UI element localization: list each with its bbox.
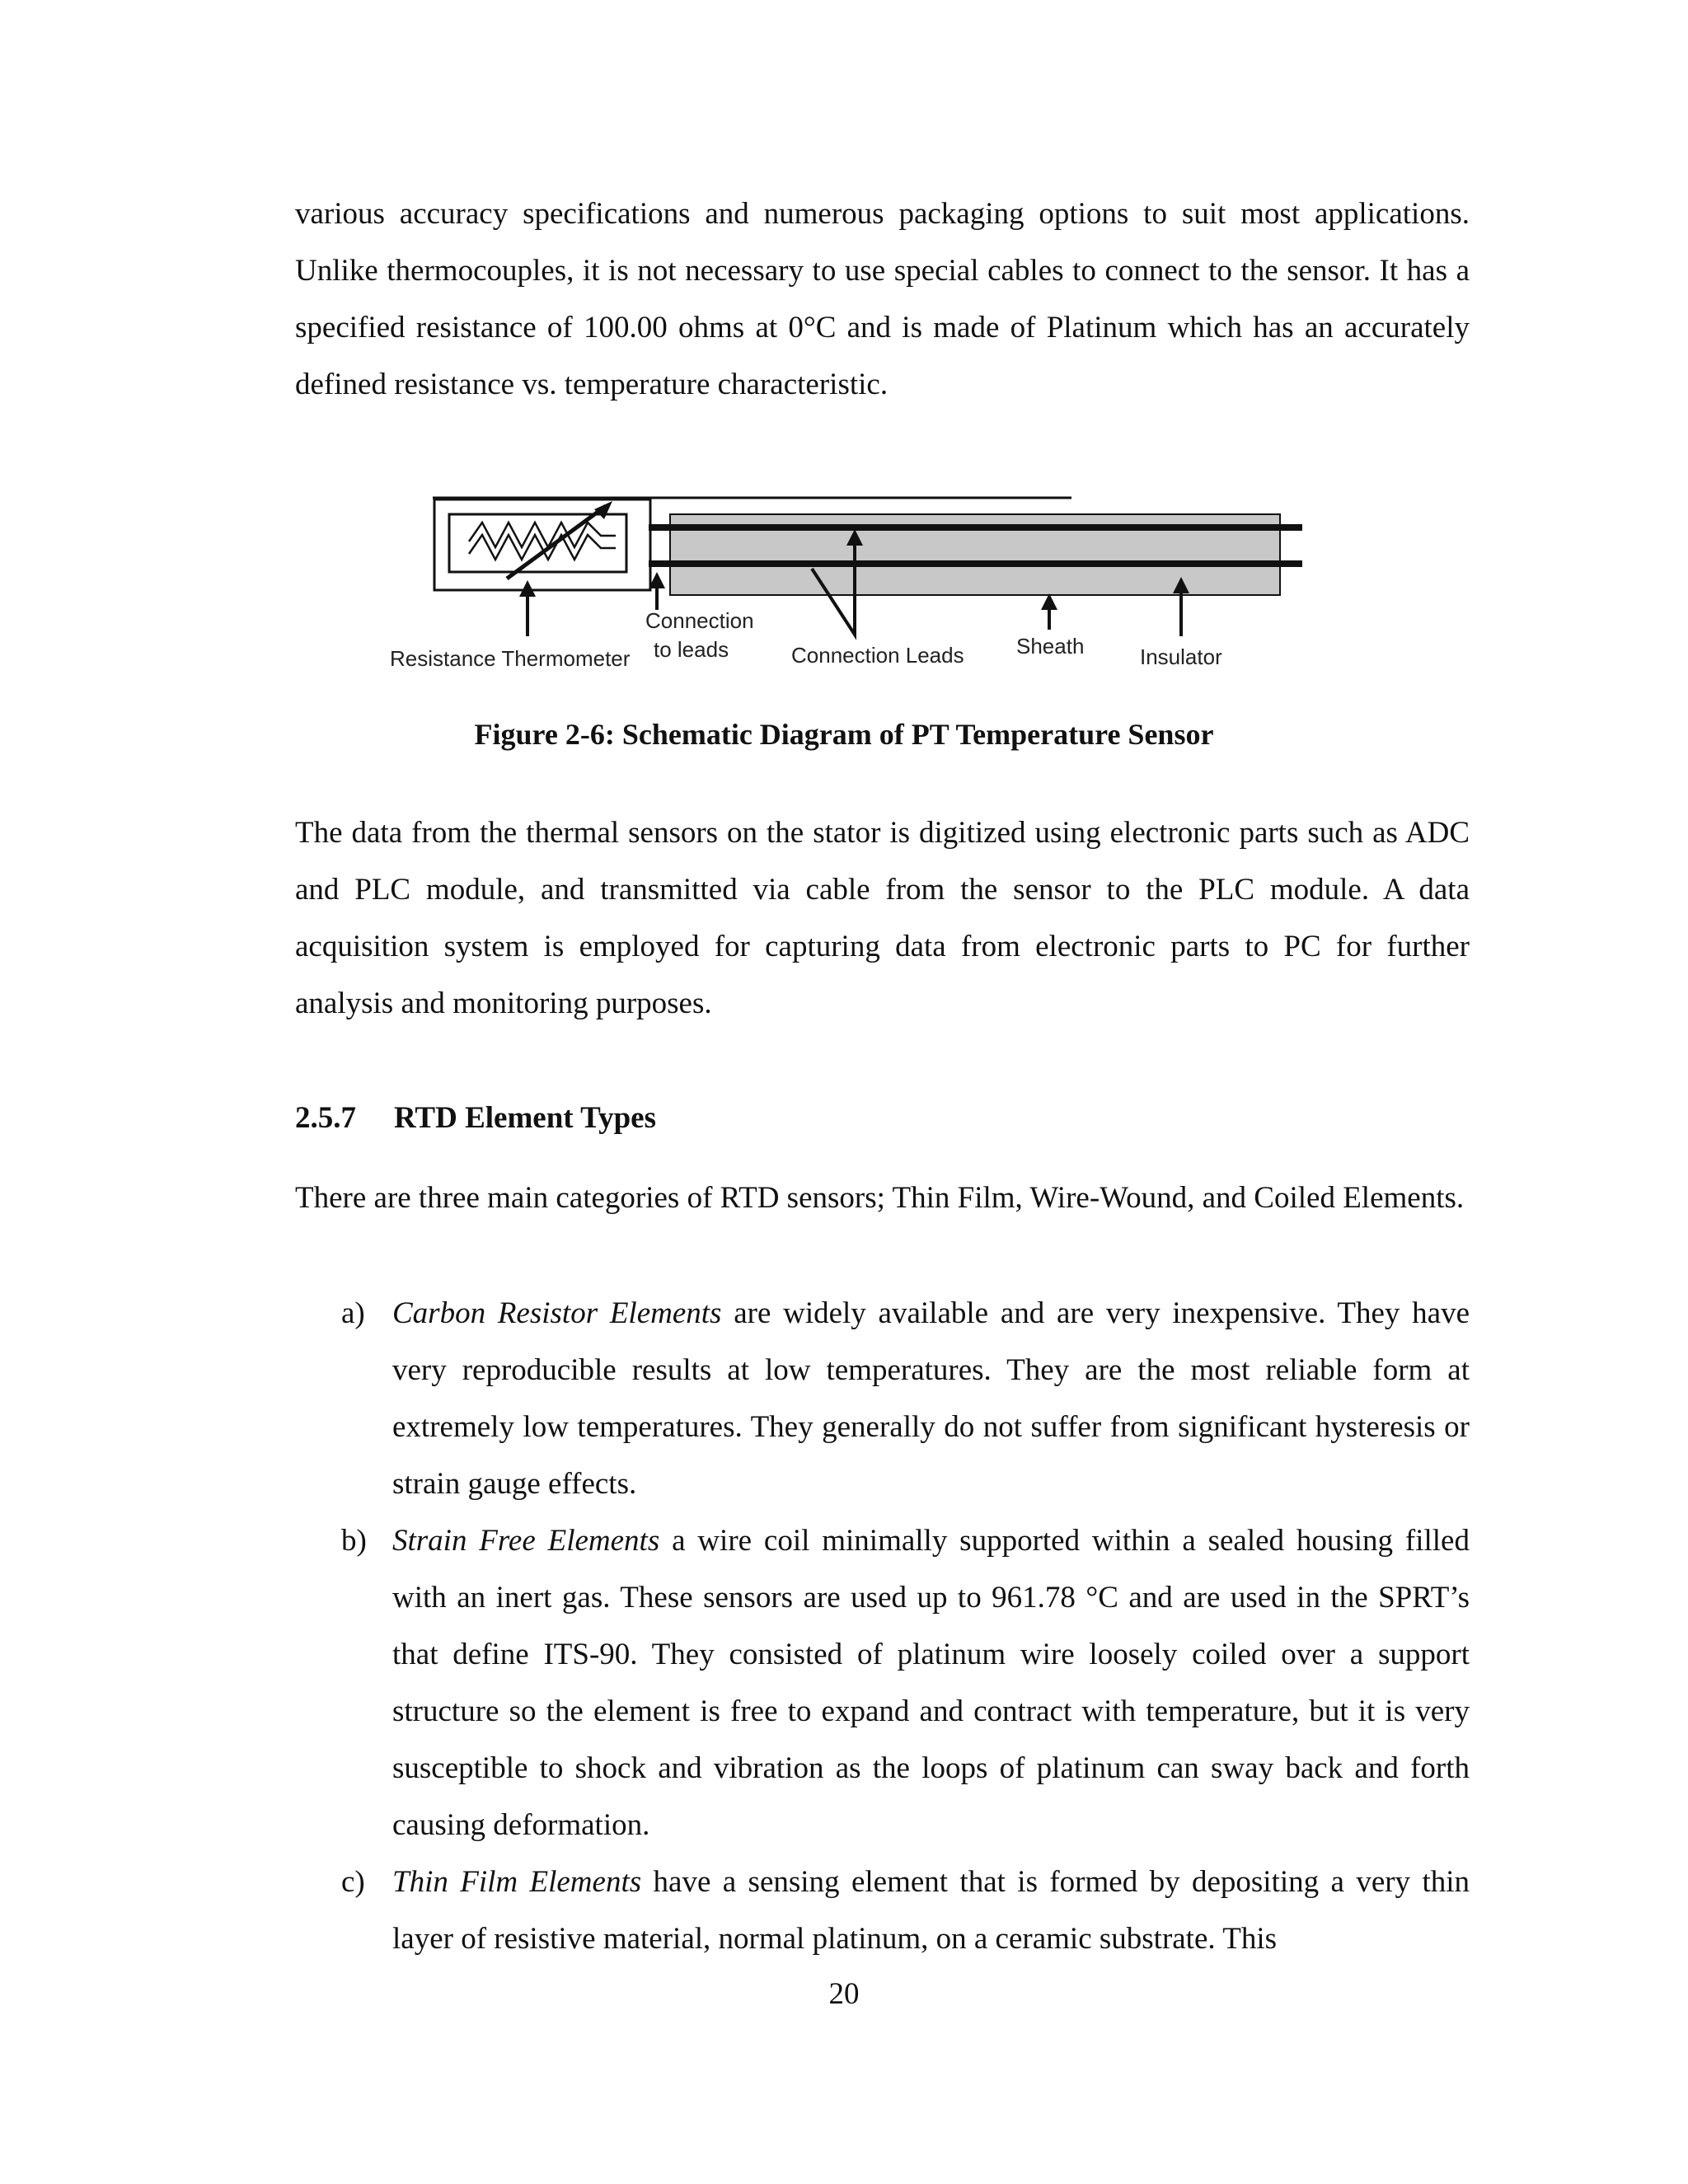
body-paragraph-1: various accuracy specifications and numerous packaging options to suit most applications. Unlike thermocouples, it is not necessary to use special cables to connect to the sensor. It has a specified resistance of 100.00 ohms at 0°C and is made of Platinum which has an accurately defined resistance vs. temperature characteristic. xyxy=(295,197,1470,401)
list-item xyxy=(295,1854,1470,1967)
label-connection: Connection xyxy=(645,608,754,633)
list-item-term: Strain Free Elements xyxy=(392,1524,660,1558)
list-marker: b) xyxy=(341,1524,367,1558)
list-item-term: Carbon Resistor Elements xyxy=(392,1296,722,1330)
section-intro: There are three main categories of RTD sensors; Thin Film, Wire-Wound, and Coiled Elements. xyxy=(295,1181,1465,1215)
section-heading xyxy=(295,1100,656,1136)
list-item-text: are widely available and are very inexpensive. They have very reproducible results at low temperatures. They are the most reliable form at extremely low temperatures. They generally do not suffer from significant hysteresis or strain gauge effects. xyxy=(392,1296,1470,1501)
section-title: RTD Element Types xyxy=(394,1101,657,1135)
body-paragraph-2: The data from the thermal sensors on the stator is digitized using electronic parts such as ADC and PLC module, and transmitted via cable from the sensor to the PLC module. A data acquisition system is employed for capturing data from electronic parts to PC for further analysis and monitoring purposes. xyxy=(295,816,1470,1020)
list-item-term: Thin Film Elements xyxy=(392,1865,642,1899)
page-number: 20 xyxy=(828,1977,860,2011)
label-insulator: Insulator xyxy=(1140,644,1222,669)
list-marker: a) xyxy=(341,1296,365,1330)
section-number: 2.5.7 xyxy=(295,1101,356,1135)
rtd-schematic-diagram xyxy=(383,488,1331,686)
label-to-leads: to leads xyxy=(654,637,729,662)
list-marker: c) xyxy=(341,1865,365,1899)
label-connection-leads: Connection Leads xyxy=(791,643,964,668)
rtd-schematic-figure xyxy=(383,488,1331,686)
list-item-text: a wire coil minimally supported within a sealed housing filled with an inert gas. These sensors are used up to 961.78 °C and are used in the SPRT’s that define ITS-90. They consisted of platinum wire loosely coiled over a support structure so the element is free to expand and contract with temperature, but it is very susceptible to shock and vibration as the loops of platinum can sway back and forth causing deformation. xyxy=(392,1524,1470,1842)
rtd-element-list xyxy=(295,1285,1470,1967)
label-sheath: Sheath xyxy=(1016,634,1085,658)
label-resistance-thermometer: Resistance Thermometer xyxy=(390,646,631,671)
list-item-text: have a sensing element that is formed by depositing a very thin layer of resistive material, normal platinum, on a ceramic substrate. This xyxy=(392,1865,1470,1956)
list-item xyxy=(295,1512,1470,1854)
list-item xyxy=(295,1285,1470,1512)
figure-caption: Figure 2-6: Schematic Diagram of PT Temperature Sensor xyxy=(474,718,1214,751)
